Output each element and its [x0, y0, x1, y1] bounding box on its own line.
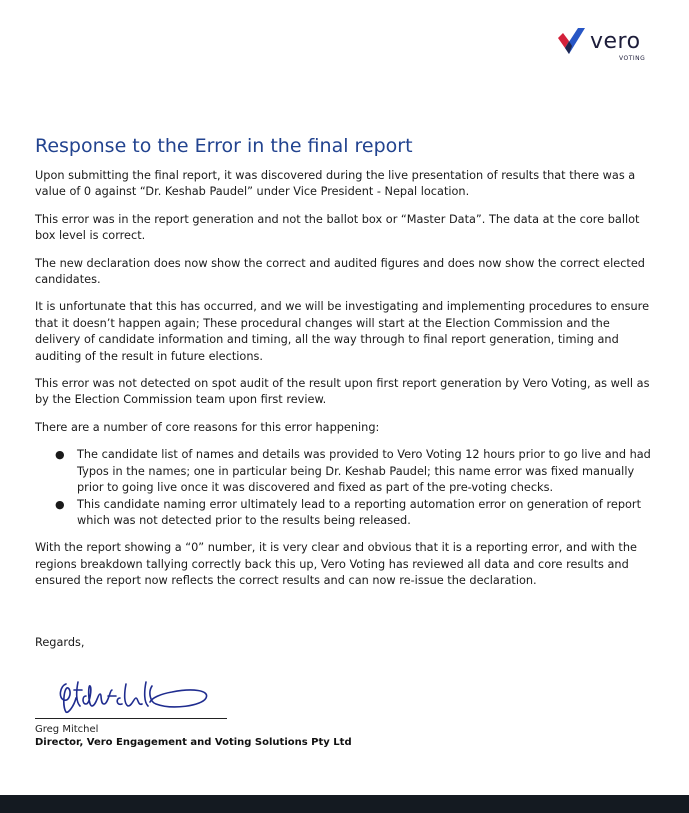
bullet-icon: ●	[55, 448, 65, 462]
paragraph-discovery: Upon submitting the final report, it was discovered during the live presentation of results that there was a value of 0 against “Dr. Keshab Paudel” under Vice President - Nepal location.	[35, 169, 636, 199]
paragraph-closing: With the report showing a “0” number, it is very clear and obvious that it is a reporting error, and with the regions breakdown tallying correctly back this up, Vero Voting has reviewed all data and core results and ensured the report now reflects the correct results and can now re-issue the declaration.	[35, 541, 637, 588]
document-body	[35, 168, 657, 601]
signer-name: Greg Mitchel	[35, 724, 99, 735]
document-title: Response to the Error in the final report	[35, 135, 413, 157]
logo-tagline: VOTING	[619, 55, 646, 62]
signature-line	[35, 718, 227, 719]
vero-voting-logo	[556, 26, 656, 66]
regards-text: Regards,	[35, 636, 85, 649]
logo-wordmark: vero	[590, 29, 641, 54]
paragraph-procedures: It is unfortunate that this has occurred, and we will be investigating and implementing procedures to ensure that it doesn’t happen again; These procedural changes will start at the Election Commission and the delivery of candidate information and timing, all the way through to final report generation, timing and auditing of the result in future elections.	[35, 300, 650, 363]
list-item	[55, 497, 657, 530]
footer-bar	[0, 795, 689, 813]
paragraph-reasons-intro: There are a number of core reasons for this error happening:	[35, 420, 380, 434]
list-item-text: This candidate naming error ultimately lead to a reporting automation error on generation of report which was not detected prior to the results being released.	[77, 497, 641, 527]
list-item-text: The candidate list of names and details was provided to Vero Voting 12 hours prior to go live and had Typos in the names; one in particular being Dr. Keshab Paudel; this name error was fixed manually prior to going live once it was discovered and fixed as part of the pre-voting checks.	[77, 448, 651, 495]
list-item	[55, 447, 657, 496]
bullet-icon: ●	[55, 497, 65, 511]
signature-image	[52, 676, 212, 716]
checkmark-icon	[556, 26, 590, 56]
paragraph-error-source: This error was in the report generation and not the ballot box or “Master Data”. The data at the core ballot box level is correct.	[35, 212, 640, 243]
paragraph-new-declaration: The new declaration does now show the correct and audited figures and does now show the correct elected candidates.	[35, 256, 645, 287]
signer-title: Director, Vero Engagement and Voting Solutions Pty Ltd	[35, 737, 352, 748]
paragraph-audit: This error was not detected on spot audit of the result upon first report generation by Vero Voting, as well as by the Election Commission team upon first review.	[35, 377, 650, 407]
reasons-list	[35, 447, 657, 529]
